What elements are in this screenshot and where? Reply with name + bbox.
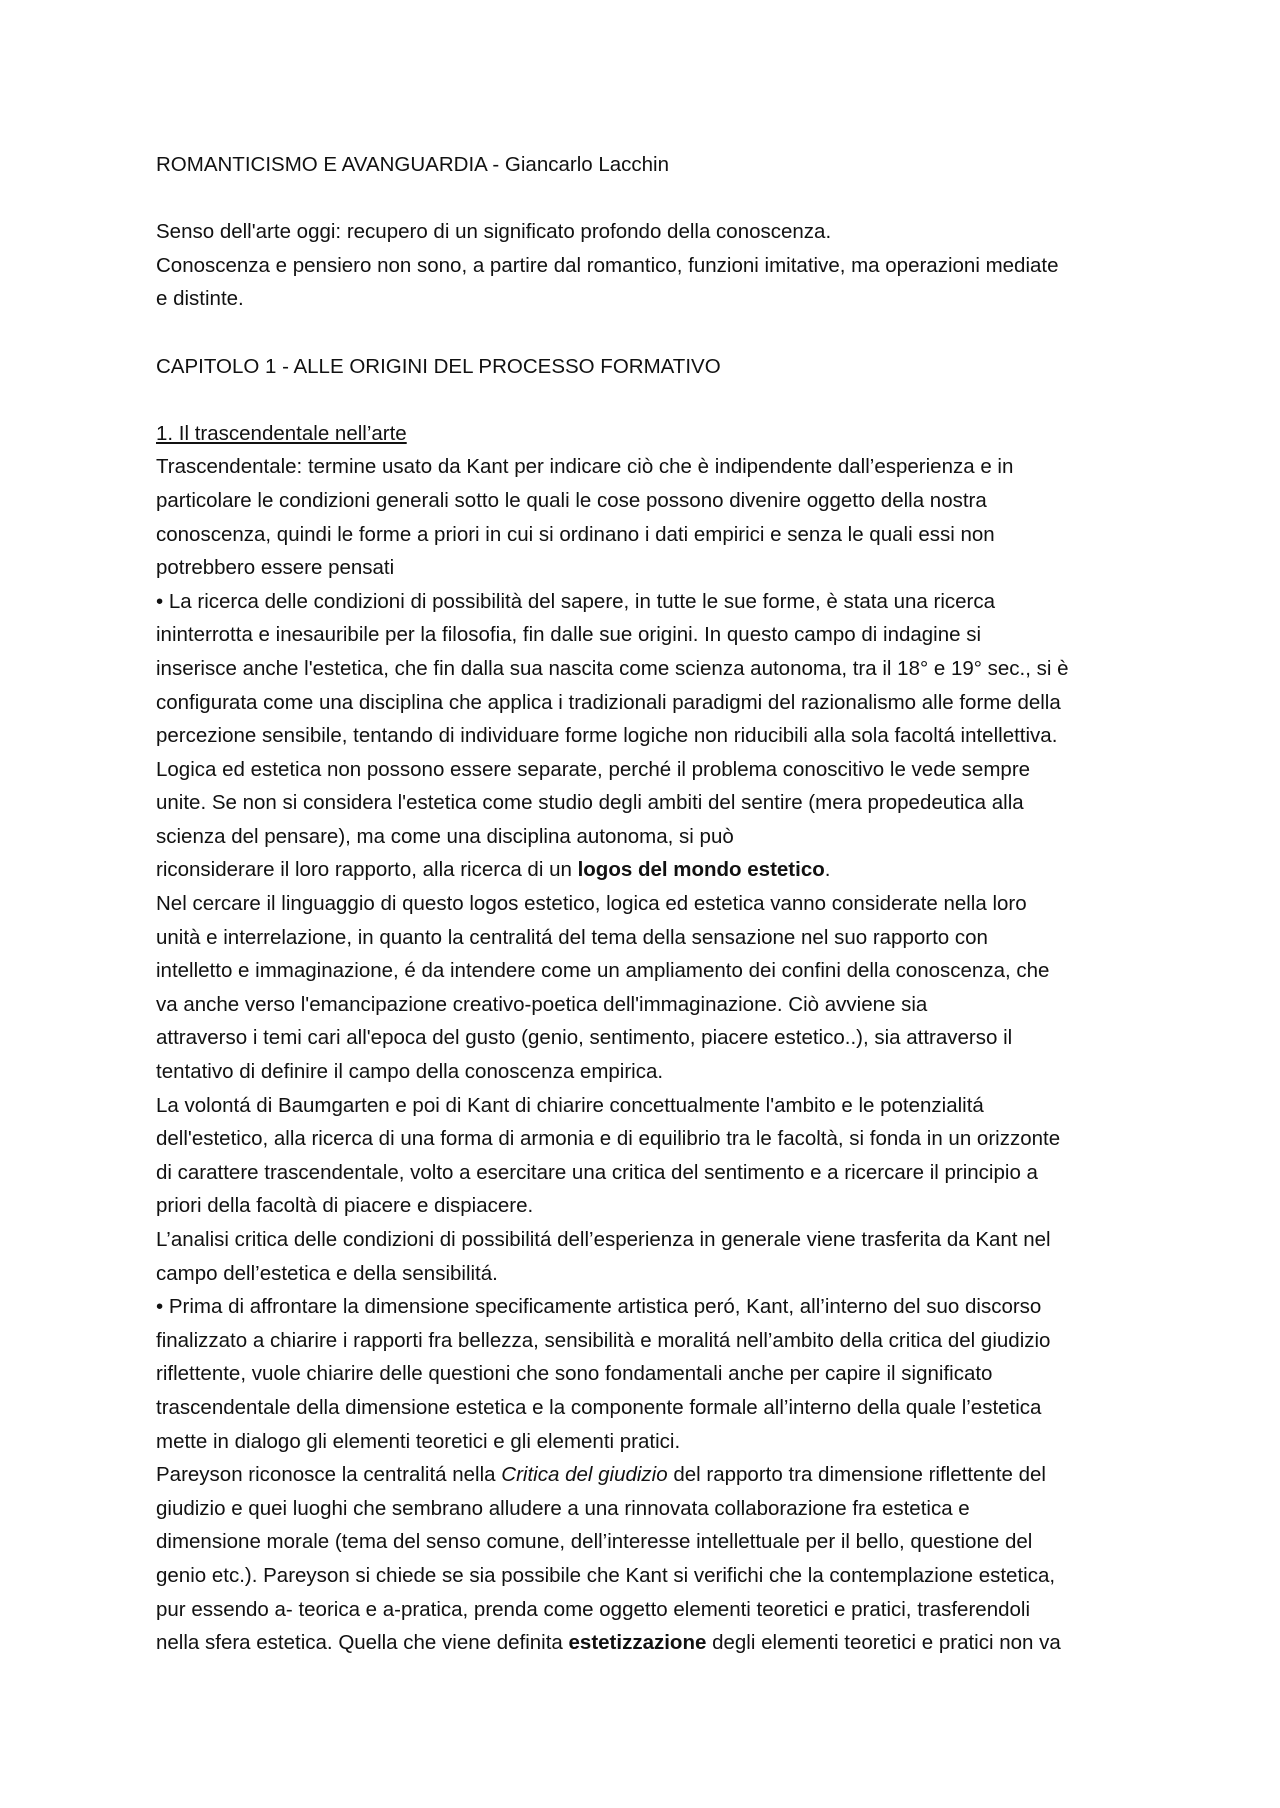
body-line: ininterrotta e inesauribile per la filosofia, fin dalle sue origini. In questo campo di indagine si [156,623,982,647]
body-text: Pareyson riconosce la centralitá nella [156,1463,502,1487]
body-line: dell'estetico, alla ricerca di una forma di armonia e di equilibrio tra le facoltà, si fonda in un orizzonte [156,1127,1061,1151]
body-line: attraverso i temi cari all'epoca del gusto (genio, sentimento, piacere estetico..), sia attraverso il [156,1026,1013,1050]
body-line: mette in dialogo gli elementi teoretici e gli elementi pratici. [156,1429,681,1453]
body-line: potrebbero essere pensati [156,556,395,580]
body-line: dimensione morale (tema del senso comune, dell’interesse intellettuale per il bello, questione del [156,1530,1033,1554]
body-line: campo dell’estetica e della sensibilitá. [156,1261,498,1285]
body-line: riflettente, vuole chiarire delle questioni che sono fondamentali anche per capire il significato [156,1362,993,1386]
body-line: pur essendo a- teorica e a-pratica, prenda come oggetto elementi teoretici e pratici, trasferendoli [156,1597,1031,1621]
section-heading: 1. Il trascendentale nell’arte [156,421,407,445]
body-text: del rapporto tra dimensione riflettente del [667,1463,1046,1487]
body-line: Nel cercare il linguaggio di questo logos estetico, logica ed estetica vanno considerate nella loro [156,892,1027,916]
intro-line: Senso dell'arte oggi: recupero di un significato profondo della conoscenza. [156,220,832,244]
document-page [156,148,1136,1660]
body-text: degli elementi teoretici e pratici non va [706,1631,1061,1655]
body-line: finalizzato a chiarire i rapporti fra bellezza, sensibilità e moralitá nell’ambito della critica del giudizio [156,1328,1051,1352]
body-line: inserisce anche l'estetica, che fin dalla sua nascita come scienza autonoma, tra il 18° e 19° sec., si è [156,656,1069,680]
body-line: intelletto e immaginazione, é da intendere come un ampliamento dei confini della conoscenza, che [156,959,1050,983]
body-line: genio etc.). Pareyson si chiede se sia possibile che Kant si verifichi che la contemplazione estetica, [156,1563,1056,1587]
body-line: • La ricerca delle condizioni di possibilità del sapere, in tutte le sue forme, è stata una ricerca [156,589,996,613]
body-line: giudizio e quei luoghi che sembrano alludere a una rinnovata collaborazione fra estetica e [156,1496,970,1520]
body-line: L’analisi critica delle condizioni di possibilitá dell’esperienza in generale viene trasferita da Kant nel [156,1228,1051,1251]
body-line: unite. Se non si considera l'estetica come studio degli ambiti del sentire (mera propedeutica alla [156,791,1024,815]
body-line: configurata come una disciplina che applica i tradizionali paradigmi del razionalismo alle forme della [156,690,1061,714]
intro-line: e distinte. [156,287,244,311]
body-line: di carattere trascendentale, volto a esercitare una critica del sentimento e a ricercare il principio a [156,1160,1038,1184]
body-line: scienza del pensare), ma come una disciplina autonoma, si può [156,824,734,848]
bold-term: estetizzazione [568,1631,707,1655]
body-line: priori della facoltà di piacere e dispiacere. [156,1194,534,1218]
body-text: . [824,858,831,882]
body-line: La volontá di Baumgarten e poi di Kant di chiarire concettualmente l'ambito e le potenzialitá [156,1093,984,1117]
body-line: Trascendentale: termine usato da Kant per indicare ciò che è indipendente dall’esperienza e in [156,455,1014,479]
bold-term: logos del mondo estetico [577,858,825,882]
body-line [156,853,1136,887]
body-line: percezione sensibile, tentando di individuare forme logiche non riducibili alla sola facoltá intellettiva. [156,724,1058,748]
body-line: tentativo di definire il campo della conoscenza empirica. [156,1060,664,1084]
body-line: Logica ed estetica non possono essere separate, perché il problema conoscitivo le vede sempre [156,757,1031,781]
body-line: • Prima di affrontare la dimensione specificamente artistica peró, Kant, all’interno del suo discorso [156,1295,1042,1319]
italic-title: Critica del giudizio [501,1463,668,1487]
body-line: trascendentale della dimensione estetica e la componente formale all’interno della quale l’estetica [156,1395,1042,1419]
body-line: conoscenza, quindi le forme a priori in cui si ordinano i dati empirici e senza le quali essi non [156,522,995,546]
body-line [156,1626,1136,1660]
body-line [156,1458,1136,1492]
body-text: riconsiderare il loro rapporto, alla ricerca di un [156,858,578,882]
body-line: unità e interrelazione, in quanto la centralitá del tema della sensazione nel suo rapporto con [156,925,988,949]
body-line: particolare le condizioni generali sotto le quali le cose possono divenire oggetto della nostra [156,488,987,512]
body-text: nella sfera estetica. Quella che viene definita [156,1631,569,1655]
chapter-heading: CAPITOLO 1 - ALLE ORIGINI DEL PROCESSO FORMATIVO [156,354,721,378]
body-line: va anche verso l'emancipazione creativo-poetica dell'immaginazione. Ciò avviene sia [156,992,928,1016]
document-title: ROMANTICISMO E AVANGUARDIA - Giancarlo Lacchin [156,153,670,176]
intro-line: Conoscenza e pensiero non sono, a partire dal romantico, funzioni imitative, ma operazioni mediate [156,253,1059,277]
